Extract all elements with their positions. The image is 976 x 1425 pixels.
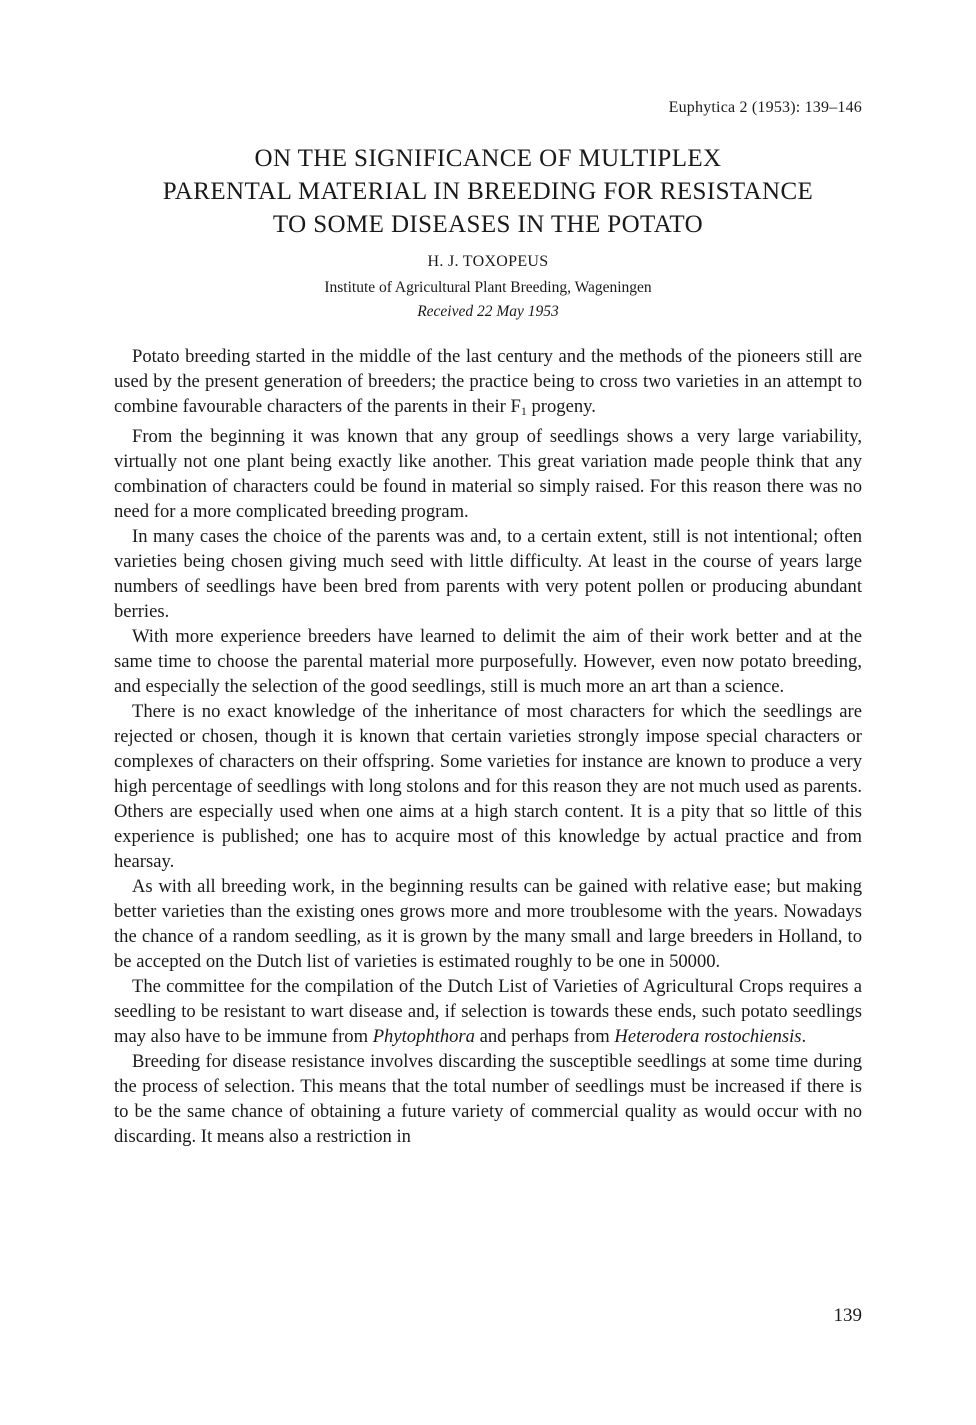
title-line-1: ON THE SIGNIFICANCE OF MULTIPLEX (254, 145, 722, 172)
title-line-2: PARENTAL MATERIAL IN BREEDING FOR RESISTANCE (162, 178, 814, 205)
paragraph-2: From the beginning it was known that any group of seedlings shows a very large variability, virtually not one plant being exactly like another. This great variation made people think that any combination of characters could be found in material so simply raised. For this reason there was no need for a more complicated breeding program. (114, 426, 862, 522)
paper-title (114, 142, 862, 241)
italic-taxon-1: Phytophthora (372, 1026, 475, 1047)
page-number: 139 (833, 1305, 862, 1326)
paragraph-4: With more experience breeders have learned to delimit the aim of their work better and at the same time to choose the parental material more purposefully. However, even now potato breeding, and especially the selection of the good seedlings, still is much more an art than a science. (114, 626, 862, 697)
paragraph-8: Breeding for disease resistance involves discarding the susceptible seedlings at some time during the process of selection. This means that the total number of seedlings must be increased if there is to be the same chance of obtaining a future variety of commercial quality as would occur with no discarding. It means also a restriction in (114, 1051, 862, 1147)
author-affiliation: Institute of Agricultural Plant Breeding, Wageningen (324, 279, 652, 296)
paragraph-1: Potato breeding started in the middle of the last century and the methods of the pioneers still are used by the present generation of breeders; the practice being to cross two varieties in an attempt to combine favourable characters of the parents in their $F_1$ progeny. (114, 346, 862, 418)
author-name: H. J. TOXOPEUS (427, 253, 549, 270)
italic-taxon-2: Heterodera rostochiensis (614, 1026, 802, 1047)
paragraph-3: In many cases the choice of the parents was and, to a certain extent, still is not intentional; often varieties being chosen giving much seed with little difficulty. At least in the course of years large numbers of seedlings have been bred from parents with very potent pollen or producing abundant berries. (114, 526, 862, 622)
paragraph-6: As with all breeding work, in the beginning results can be gained with relative ease; but making better varieties than the existing ones grows more and more troublesome with the years. Nowadays the chance of a random seedling, as it is grown by the many small and large breeders in Holland, to be accepted on the Dutch list of varieties is estimated roughly to be one in 50000. (114, 876, 862, 972)
paper-page (114, 0, 862, 1425)
paragraph-7: The committee for the compilation of the Dutch List of Varieties of Agricultural Crops requires a seedling to be resistant to wart disease and, if selection is towards these ends, such potato seedlings may also have to be immune from Phytophthora and perhaps from Heterodera rostochiensis. (114, 976, 862, 1047)
body-text (114, 344, 862, 1149)
subscript: 1 (520, 404, 527, 418)
title-line-3: TO SOME DISEASES IN THE POTATO (272, 211, 704, 238)
received-date: Received 22 May 1953 (417, 303, 559, 320)
paragraph-5: There is no exact knowledge of the inheritance of most characters for which the seedlings are rejected or chosen, though it is known that certain varieties strongly impose special characters or complexes of characters on their offspring. Some varieties for instance are known to produce a very high percentage of seedlings with long stolons and for this reason they are not much used as parents. Others are especially used when one aims at a high starch content. It is a pity that so little of this experience is published; one has to acquire most of this knowledge by actual practice and from hearsay. (114, 701, 862, 872)
running-head: Euphytica 2 (1953): 139–146 (668, 99, 862, 116)
